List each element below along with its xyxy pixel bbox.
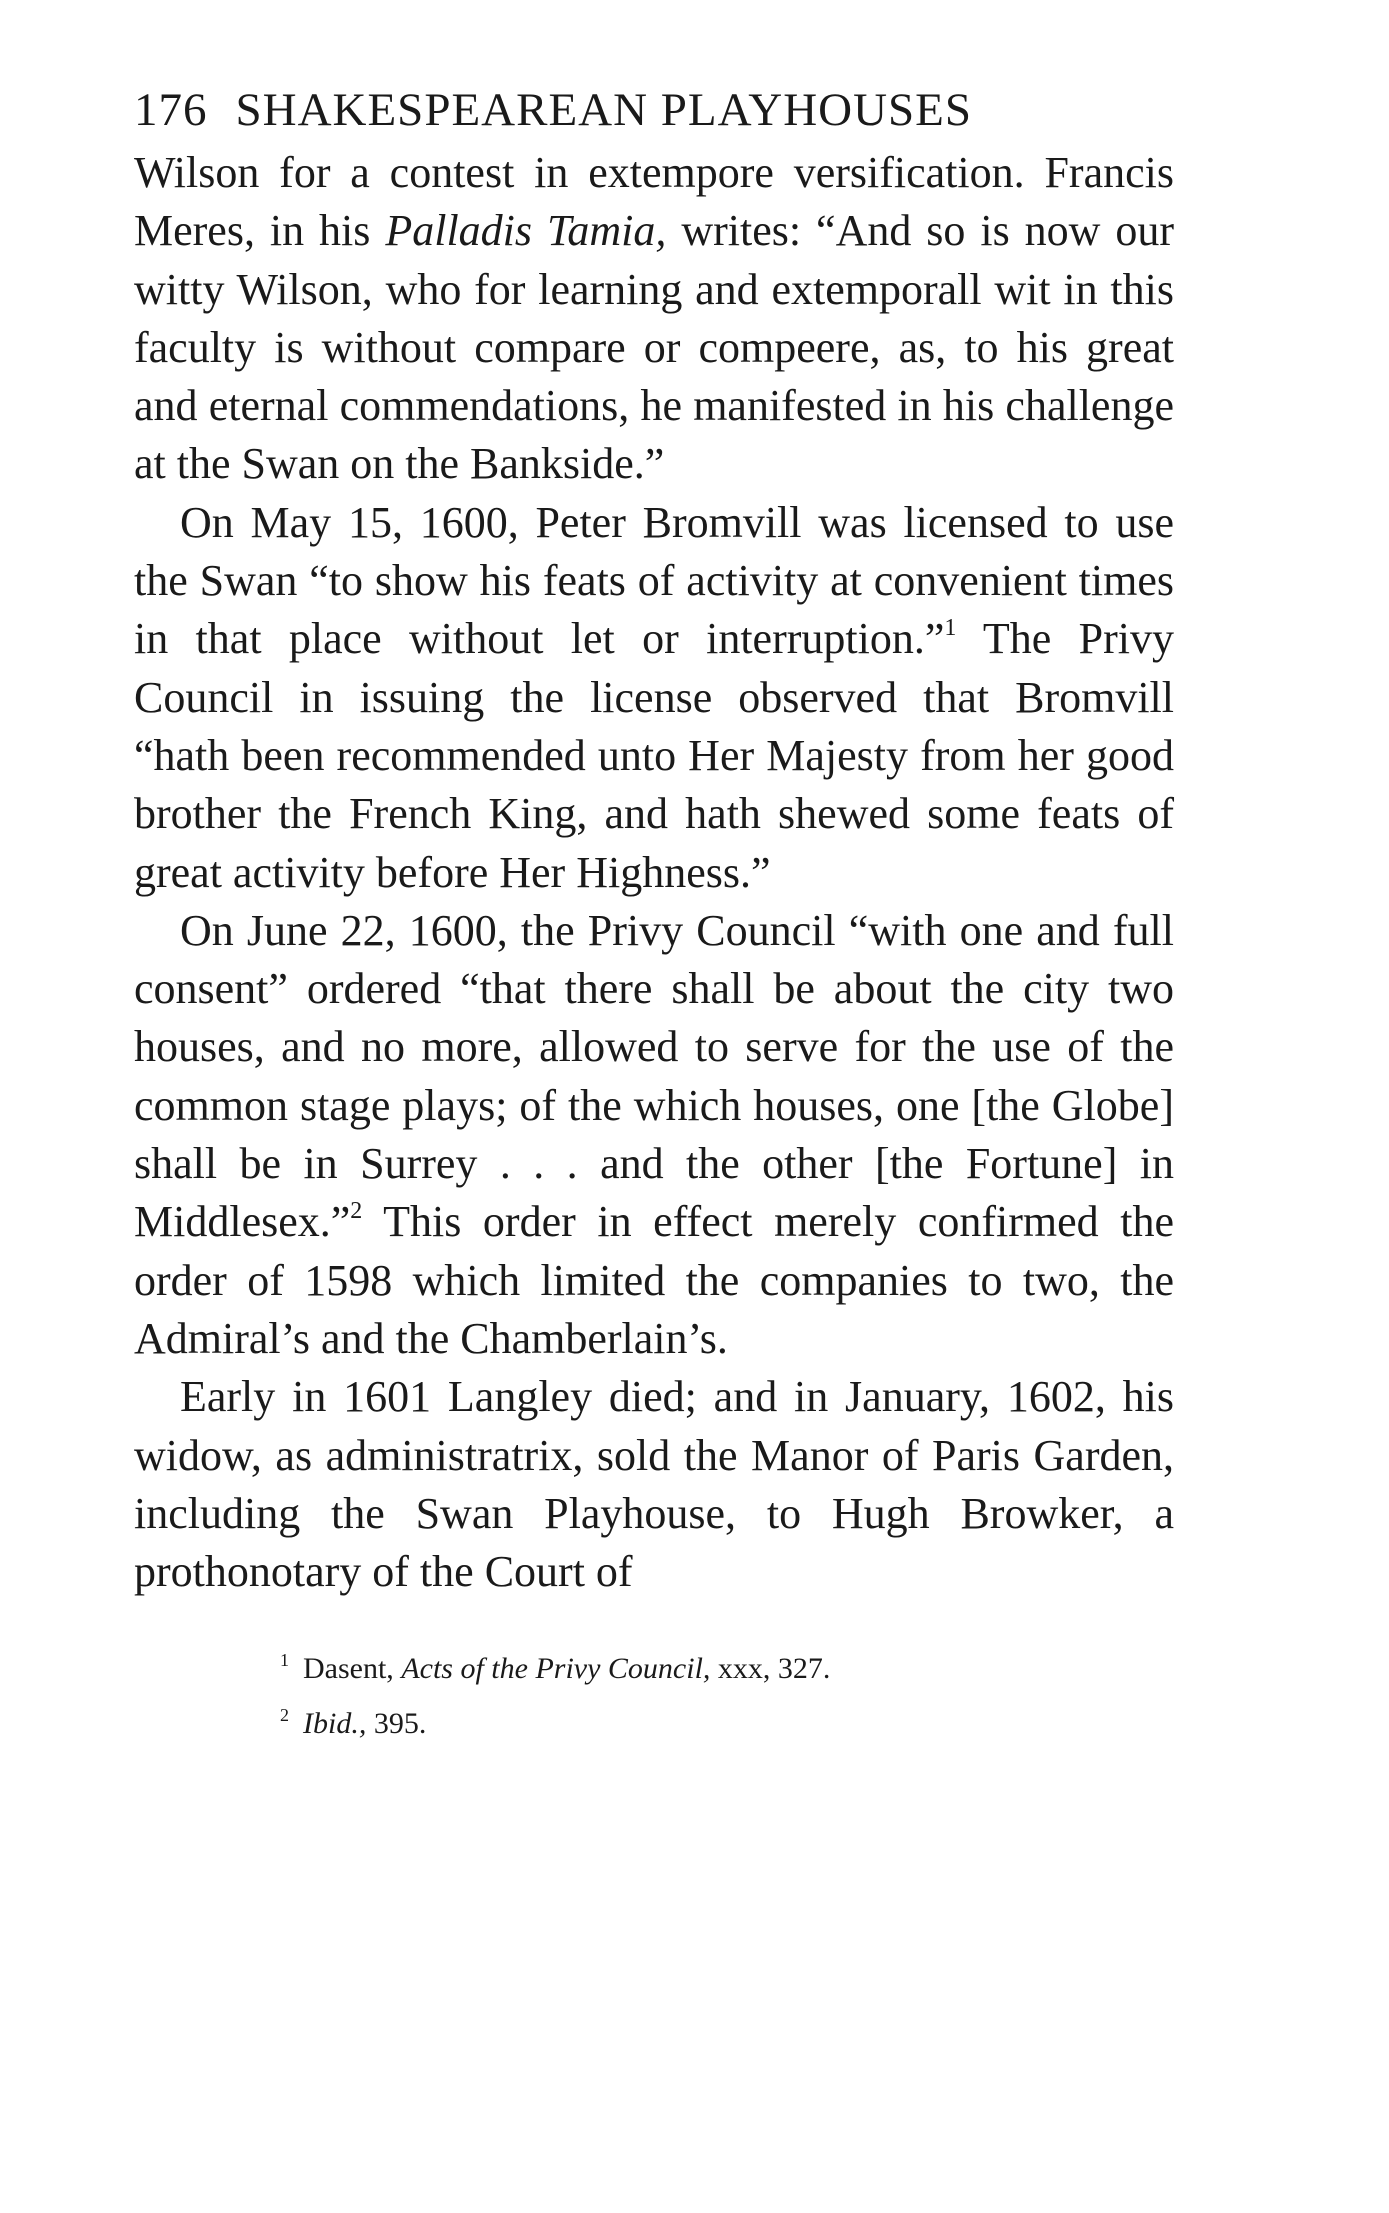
paragraph-1-text-a: Wilson for a contest in extempore versification. Francis Meres, in his bbox=[134, 148, 1174, 256]
paragraph-2 bbox=[134, 494, 1174, 902]
paragraph-3-text-b: This order in effect merely confirmed the order of 1598 which limited the companies to two, the Admiral’s and the Chamberlain’s. bbox=[134, 1197, 1174, 1363]
footnote-text: 395. bbox=[366, 1707, 427, 1741]
footnote-title: Ibid., bbox=[303, 1707, 367, 1741]
footnote-1 bbox=[280, 1637, 1174, 1692]
footnotes bbox=[134, 1637, 1174, 1747]
footnote-mark: 2 bbox=[280, 1705, 289, 1726]
book-page bbox=[134, 80, 1174, 1747]
paragraph-3-text-a: On June 22, 1600, the Privy Council “with one and full consent” ordered “that there shall be about the city two houses, and no more, allowed to serve for the use of the common stage plays; of the which houses, one [the Globe] shall be in Surrey . . . and the other [the Fortune] in Middlesex.” bbox=[134, 905, 1174, 1247]
running-head bbox=[134, 80, 1174, 140]
footnote-text: Dasent, bbox=[303, 1652, 402, 1686]
footnote-2 bbox=[280, 1692, 1174, 1747]
book-title-palladis-tamia: Palladis Tamia, bbox=[385, 206, 667, 256]
footnote-ref-1[interactable]: 1 bbox=[944, 615, 957, 642]
paragraph-1-text-c: writes: “And so is now our witty Wilson, who for learning and extemporall wit in this faculty is without compare or compeere, as, to his great and eternal commendations, he manifested in his challenge at the Swan on the Bankside.” bbox=[134, 206, 1174, 489]
paragraph-1 bbox=[134, 144, 1174, 494]
footnote-ref-2[interactable]: 2 bbox=[350, 1198, 363, 1225]
paragraph-3 bbox=[134, 902, 1174, 1368]
paragraph-2-text-a: On May 15, 1600, Peter Bromvill was licensed to use the Swan “to show his feats of activity at convenient times in that place without let or interruption.” bbox=[134, 497, 1174, 664]
paragraph-2-text-b: The Privy Council in issuing the license observed that Bromvill “hath been recommended unto Her Majesty from her good brother the French King, and hath shewed some feats of great activity before Her Highness.” bbox=[134, 614, 1175, 897]
paragraph-4-text-a: Early in 1601 Langley died; and in January, 1602, his widow, as administratrix, sold the Manor of Paris Garden, including the Swan Playhouse, to Hugh Browker, a prothonotary of the Court of bbox=[134, 1372, 1174, 1597]
body-text bbox=[134, 144, 1174, 1601]
footnote-text: xxx, 327. bbox=[710, 1652, 831, 1686]
footnote-mark: 1 bbox=[280, 1650, 289, 1671]
footnote-title: Acts of the Privy Council, bbox=[401, 1652, 711, 1686]
page-number: 176 bbox=[134, 84, 208, 136]
paragraph-4 bbox=[134, 1368, 1174, 1601]
running-title: SHAKESPEAREAN PLAYHOUSES bbox=[235, 84, 973, 136]
